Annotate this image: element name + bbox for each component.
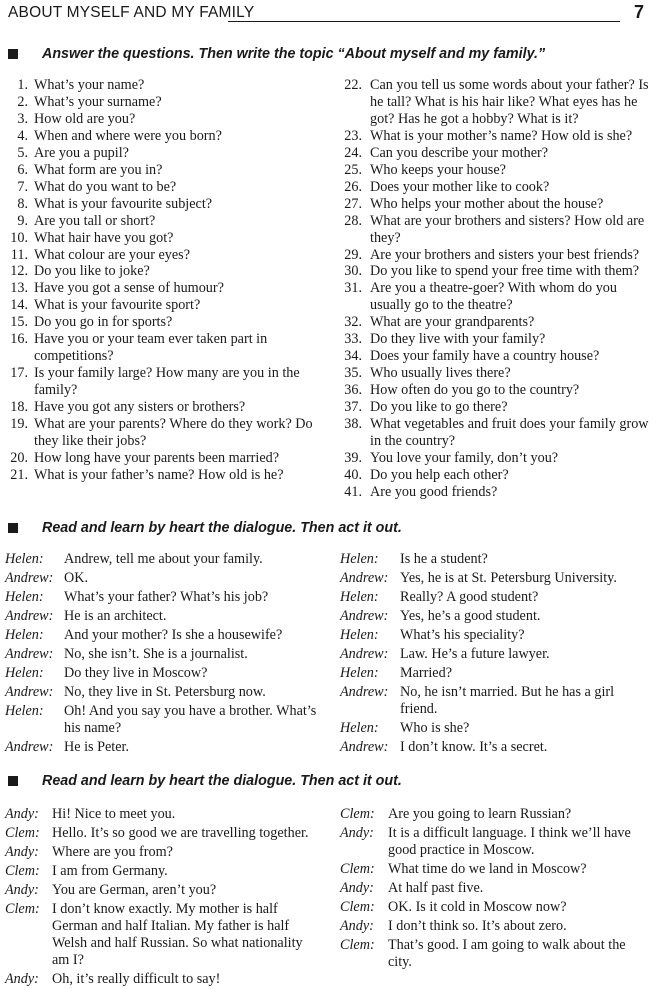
- question-item: [340, 128, 650, 145]
- question-text: Are you a theatre-goer? With whom do you usually go to the theatre?: [370, 280, 617, 314]
- question-number: 10.: [10, 229, 28, 246]
- speaker-name: Andrew:: [340, 570, 389, 586]
- dialogue-line: [340, 683, 650, 719]
- question-item: [340, 382, 650, 399]
- dialogue-line: [340, 607, 650, 626]
- question-number: 22.: [344, 77, 362, 93]
- utterance: Hello. It’s so good we are travelling together.: [52, 825, 309, 841]
- question-item: [8, 280, 324, 297]
- dialogue-line: [5, 805, 315, 824]
- question-text: What is your mother’s name? How old is she?: [370, 127, 633, 144]
- question-item: [8, 128, 324, 145]
- question-text: Does your mother like to cook?: [370, 178, 550, 195]
- speaker-name: Andy:: [5, 806, 39, 822]
- dialogue-line: [340, 879, 650, 898]
- header-rule: [228, 21, 620, 22]
- question-item: [340, 247, 650, 264]
- question-number: 26.: [344, 178, 362, 195]
- question-text: Have you got any sisters or brothers?: [34, 399, 246, 416]
- dialogue-line: [5, 900, 315, 970]
- question-item: [340, 162, 650, 179]
- speaker-name: Helen:: [5, 665, 44, 681]
- dialogue-line: [5, 645, 317, 664]
- question-number: 18.: [10, 399, 28, 416]
- utterance: Yes, he is at St. Petersburg University.: [400, 570, 617, 586]
- dialogue-1-right-column: [340, 550, 650, 757]
- question-number: 11.: [10, 246, 28, 263]
- question-number: 30.: [344, 263, 362, 280]
- question-text: Do you like to joke?: [34, 263, 150, 280]
- dialogue-line: [5, 664, 317, 683]
- questions-left-column: [8, 77, 324, 484]
- question-item: [8, 467, 324, 484]
- speaker-name: Helen:: [340, 720, 379, 736]
- question-text: What colour are your eyes?: [34, 246, 190, 263]
- question-number: 39.: [344, 449, 362, 466]
- question-number: 4.: [17, 127, 28, 144]
- speaker-name: Clem:: [340, 899, 375, 915]
- question-text: Are you good friends?: [370, 483, 498, 500]
- square-bullet-icon: [8, 776, 18, 786]
- question-item: [8, 145, 324, 162]
- question-number: 31.: [344, 280, 362, 297]
- speaker-name: Helen:: [340, 589, 379, 605]
- question-text: Are you a pupil?: [34, 144, 129, 161]
- question-item: [8, 213, 324, 230]
- dialogue-line: [5, 881, 315, 900]
- question-number: 25.: [344, 161, 362, 178]
- question-text: What’s your surname?: [34, 93, 162, 110]
- utterance: Andrew, tell me about your family.: [64, 551, 263, 567]
- speaker-name: Andy:: [340, 880, 374, 896]
- question-number: 5.: [17, 144, 28, 161]
- speaker-name: Andy:: [340, 918, 374, 934]
- question-item: [340, 213, 650, 247]
- question-item: [340, 145, 650, 162]
- dialogue-line: [5, 824, 315, 843]
- question-item: [8, 162, 324, 179]
- question-number: 32.: [344, 314, 362, 331]
- utterance: No, she isn’t. She is a journalist.: [64, 646, 248, 662]
- question-number: 7.: [17, 178, 28, 195]
- utterance: Law. He’s a future lawyer.: [400, 646, 550, 662]
- question-item: [8, 230, 324, 247]
- question-text: Have you or your team ever taken part in competitions?: [34, 331, 268, 365]
- question-item: [340, 263, 650, 280]
- question-text: What form are you in?: [34, 161, 163, 178]
- utterance: What’s his speciality?: [400, 627, 525, 643]
- speaker-name: Andy:: [340, 825, 374, 841]
- question-number: 15.: [10, 314, 28, 331]
- dialogue-line: [5, 970, 315, 989]
- question-item: [8, 94, 324, 111]
- question-text: Are you tall or short?: [34, 212, 156, 229]
- question-item: [340, 450, 650, 467]
- utterance: Is he a student?: [400, 551, 488, 567]
- speaker-name: Helen:: [5, 589, 44, 605]
- dialogue-line: [340, 805, 650, 824]
- dialogue-line: [5, 607, 317, 626]
- question-number: 6.: [17, 161, 28, 178]
- dialogue-line: [340, 588, 650, 607]
- dialogue-line: [5, 588, 317, 607]
- question-text: Who usually lives there?: [370, 365, 511, 382]
- question-number: 28.: [344, 212, 362, 229]
- question-item: [8, 111, 324, 128]
- utterance: Married?: [400, 665, 452, 681]
- speaker-name: Helen:: [5, 703, 44, 719]
- dialogue-line: [5, 626, 317, 645]
- speaker-name: Andy:: [5, 882, 39, 898]
- speaker-name: Clem:: [340, 861, 375, 877]
- square-bullet-icon: [8, 523, 18, 533]
- utterance: What time do we land in Moscow?: [388, 861, 587, 877]
- question-text: What do you want to be?: [34, 178, 177, 195]
- question-item: [340, 196, 650, 213]
- utterance: No, they live in St. Petersburg now.: [64, 684, 266, 700]
- dialogue-line: [340, 645, 650, 664]
- speaker-name: Clem:: [5, 825, 40, 841]
- speaker-name: Helen:: [5, 627, 44, 643]
- question-item: [340, 314, 650, 331]
- task-instruction: Answer the questions. Then write the topic “About myself and my family.”: [42, 46, 546, 62]
- question-item: [8, 263, 324, 280]
- utterance: Where are you from?: [52, 844, 173, 860]
- speaker-name: Helen:: [5, 551, 44, 567]
- question-number: 2.: [17, 93, 28, 110]
- question-text: What’s your name?: [34, 77, 145, 93]
- speaker-name: Andrew:: [5, 646, 54, 662]
- utterance: He is an architect.: [64, 608, 167, 624]
- dialogue-line: [340, 738, 650, 757]
- utterance: Oh, it’s really difficult to say!: [52, 971, 221, 987]
- question-number: 37.: [344, 399, 362, 416]
- question-item: [340, 399, 650, 416]
- speaker-name: Andrew:: [5, 684, 54, 700]
- question-text: What are your brothers and sisters? How old are they?: [370, 212, 645, 246]
- question-number: 14.: [10, 297, 28, 314]
- dialogue-line: [5, 702, 317, 738]
- utterance: I don’t think so. It’s about zero.: [388, 918, 567, 934]
- question-number: 41.: [344, 483, 362, 500]
- question-number: 20.: [10, 449, 28, 466]
- utterance: I am from Germany.: [52, 863, 168, 879]
- question-item: [8, 179, 324, 196]
- question-item: [340, 416, 650, 450]
- question-text: Is your family large? How many are you in the family?: [34, 365, 300, 399]
- question-item: [340, 179, 650, 196]
- question-text: Do they live with your family?: [370, 331, 546, 348]
- utterance: Oh! And you say you have a brother. What’s his name?: [64, 703, 317, 736]
- question-item: [8, 331, 324, 365]
- question-text: Do you help each other?: [370, 466, 509, 483]
- question-item: [8, 297, 324, 314]
- question-text: Do you like to go there?: [370, 399, 508, 416]
- question-item: [340, 365, 650, 382]
- question-item: [340, 484, 650, 501]
- task-instruction: Read and learn by heart the dialogue. Then act it out.: [42, 520, 402, 536]
- utterance: Hi! Nice to meet you.: [52, 806, 176, 822]
- question-number: 27.: [344, 195, 362, 212]
- question-item: [340, 77, 650, 128]
- speaker-name: Andrew:: [340, 684, 389, 700]
- question-item: [8, 416, 324, 450]
- question-text: What are your parents? Where do they work? Do they like their jobs?: [34, 416, 313, 450]
- question-text: What vegetables and fruit does your family grow in the country?: [370, 416, 649, 450]
- square-bullet-icon: [8, 49, 18, 59]
- question-number: 9.: [17, 212, 28, 229]
- utterance: At half past five.: [388, 880, 484, 896]
- question-text: When and where were you born?: [34, 127, 222, 144]
- page-number: 7: [633, 2, 644, 22]
- utterance: Do they live in Moscow?: [64, 665, 208, 681]
- speaker-name: Andy:: [5, 844, 39, 860]
- question-number: 33.: [344, 331, 362, 348]
- question-number: 29.: [344, 246, 362, 263]
- speaker-name: Clem:: [5, 901, 40, 917]
- question-number: 1.: [17, 77, 28, 93]
- question-number: 16.: [10, 331, 28, 348]
- question-number: 3.: [17, 110, 28, 127]
- question-item: [8, 314, 324, 331]
- question-item: [8, 365, 324, 399]
- question-text: What is your favourite subject?: [34, 195, 213, 212]
- dialogue-line: [340, 936, 650, 972]
- speaker-name: Andrew:: [340, 739, 389, 755]
- question-text: Who helps your mother about the house?: [370, 195, 604, 212]
- question-text: Have you got a sense of humour?: [34, 280, 224, 297]
- speaker-name: Clem:: [340, 937, 375, 953]
- dialogue-line: [340, 917, 650, 936]
- question-number: 34.: [344, 348, 362, 365]
- utterance: It is a difficult language. I think we’ll have good practice in Moscow.: [388, 825, 631, 858]
- question-text: You love your family, don’t you?: [370, 449, 559, 466]
- question-number: 23.: [344, 127, 362, 144]
- dialogue-2-right-column: [340, 805, 650, 972]
- utterance: Really? A good student?: [400, 589, 539, 605]
- dialogue-1-left-column: [5, 550, 317, 757]
- question-number: 36.: [344, 382, 362, 399]
- dialogue-line: [5, 738, 317, 757]
- speaker-name: Helen:: [340, 627, 379, 643]
- dialogue-line: [340, 824, 650, 860]
- dialogue-line: [340, 719, 650, 738]
- question-item: [340, 467, 650, 484]
- utterance: That’s good. I am going to walk about the city.: [388, 937, 626, 970]
- utterance: He is Peter.: [64, 739, 130, 755]
- speaker-name: Helen:: [340, 665, 379, 681]
- speaker-name: Clem:: [5, 863, 40, 879]
- speaker-name: Andrew:: [5, 570, 54, 586]
- question-number: 12.: [10, 263, 28, 280]
- question-item: [340, 348, 650, 365]
- dialogue-line: [340, 626, 650, 645]
- question-item: [8, 399, 324, 416]
- page-header: [8, 4, 652, 26]
- utterance: I don’t know exactly. My mother is half German and half Italian. My father is half Welsh and half Russian. So what nationality am I?: [52, 901, 303, 968]
- question-text: Can you tell us some words about your father? Is he tall? What is his hair like? What eyes has he got? Has he got a hobby? What is it?: [370, 77, 649, 127]
- question-text: How old are you?: [34, 110, 136, 127]
- question-number: 24.: [344, 144, 362, 161]
- utterance: You are German, aren’t you?: [52, 882, 217, 898]
- question-text: What hair have you got?: [34, 229, 174, 246]
- utterance: No, he isn’t married. But he has a girl friend.: [400, 684, 615, 717]
- dialogue-line: [5, 862, 315, 881]
- question-text: Does your family have a country house?: [370, 348, 600, 365]
- question-text: Do you like to spend your free time with them?: [370, 263, 640, 280]
- utterance: Yes, he’s a good student.: [400, 608, 541, 624]
- dialogue-line: [5, 569, 317, 588]
- utterance: OK. Is it cold in Moscow now?: [388, 899, 567, 915]
- question-text: How long have your parents been married?: [34, 449, 280, 466]
- dialogue-line: [5, 550, 317, 569]
- utterance: And your mother? Is she a housewife?: [64, 627, 283, 643]
- question-number: 17.: [10, 365, 28, 382]
- question-text: What is your father’s name? How old is he?: [34, 466, 284, 483]
- question-text: Are your brothers and sisters your best friends?: [370, 246, 640, 263]
- speaker-name: Andrew:: [5, 739, 54, 755]
- utterance: I don’t know. It’s a secret.: [400, 739, 548, 755]
- question-number: 38.: [344, 416, 362, 433]
- dialogue-2-left-column: [5, 805, 315, 989]
- question-number: 35.: [344, 365, 362, 382]
- question-number: 40.: [344, 466, 362, 483]
- question-item: [8, 196, 324, 213]
- speaker-name: Andrew:: [340, 608, 389, 624]
- question-text: Who keeps your house?: [370, 161, 506, 178]
- question-item: [340, 280, 650, 314]
- dialogue-line: [5, 683, 317, 702]
- question-text: How often do you go to the country?: [370, 382, 580, 399]
- speaker-name: Clem:: [340, 806, 375, 822]
- questions-right-column: [340, 77, 650, 501]
- question-number: 13.: [10, 280, 28, 297]
- question-text: What is your favourite sport?: [34, 297, 201, 314]
- question-text: What are your grandparents?: [370, 314, 535, 331]
- utterance: OK.: [64, 570, 89, 586]
- question-number: 8.: [17, 195, 28, 212]
- dialogue-line: [340, 860, 650, 879]
- speaker-name: Andrew:: [5, 608, 54, 624]
- utterance: Who is she?: [400, 720, 470, 736]
- question-item: [340, 331, 650, 348]
- question-number: 19.: [10, 416, 28, 433]
- dialogue-line: [340, 550, 650, 569]
- question-text: Do you go in for sports?: [34, 314, 173, 331]
- question-item: [8, 247, 324, 264]
- dialogue-line: [340, 664, 650, 683]
- task-instruction: Read and learn by heart the dialogue. Then act it out.: [42, 773, 402, 789]
- utterance: Are you going to learn Russian?: [388, 806, 572, 822]
- utterance: What’s your father? What’s his job?: [64, 589, 269, 605]
- dialogue-line: [5, 843, 315, 862]
- speaker-name: Helen:: [340, 551, 379, 567]
- chapter-title: ABOUT MYSELF AND MY FAMILY: [8, 4, 255, 21]
- speaker-name: Andy:: [5, 971, 39, 987]
- question-text: Can you describe your mother?: [370, 144, 549, 161]
- dialogue-line: [340, 569, 650, 588]
- question-item: [8, 450, 324, 467]
- speaker-name: Andrew:: [340, 646, 389, 662]
- question-number: 21.: [10, 466, 28, 483]
- dialogue-line: [340, 898, 650, 917]
- question-item: [8, 77, 324, 94]
